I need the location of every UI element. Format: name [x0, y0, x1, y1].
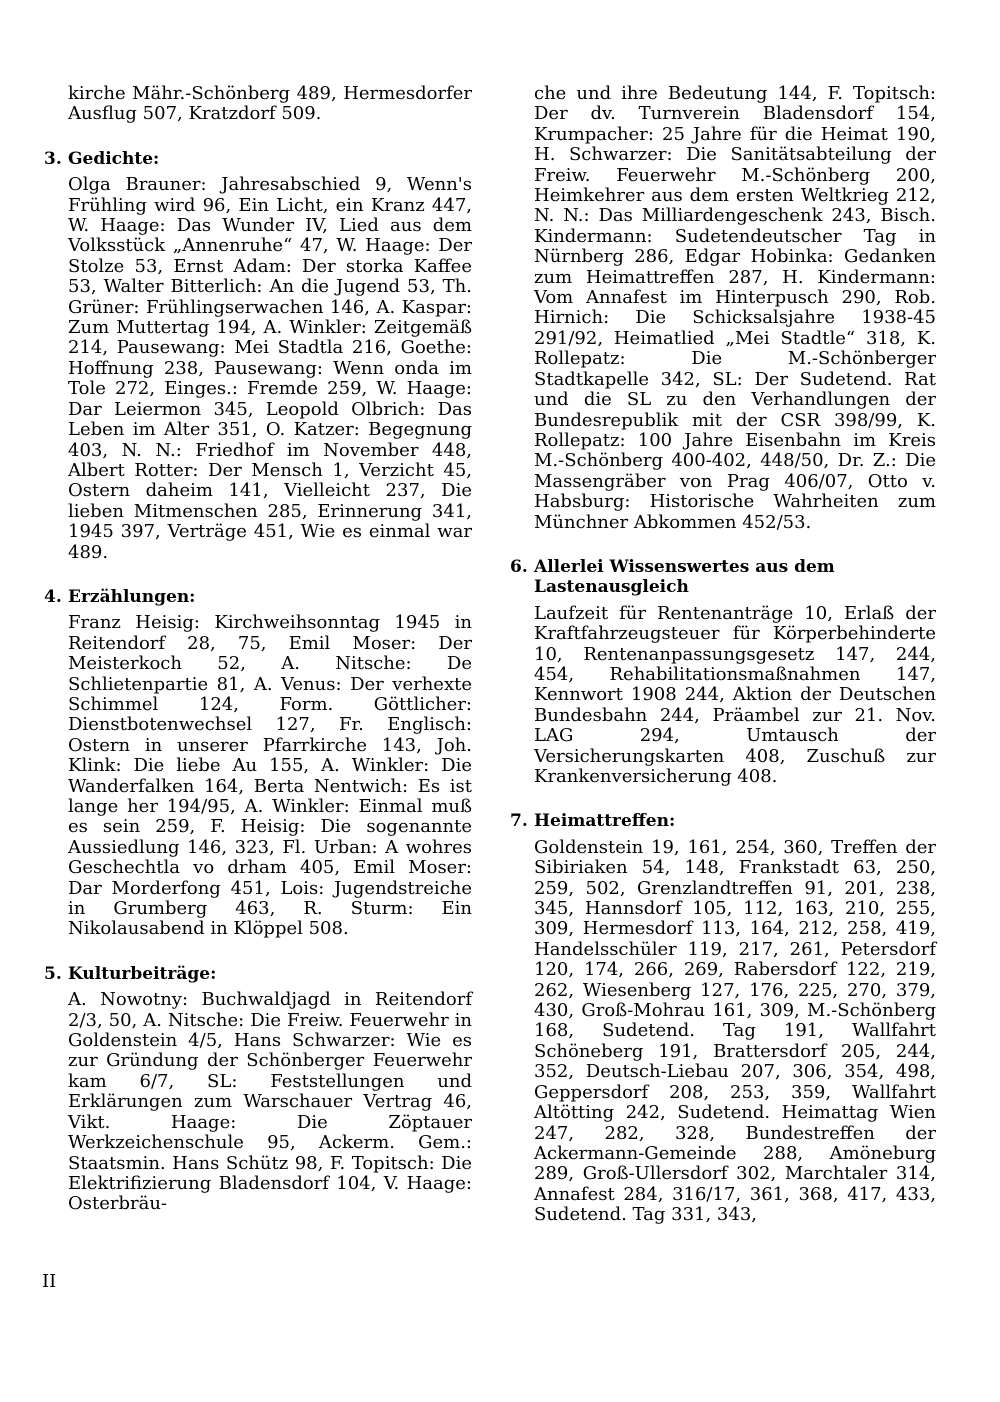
section-heimattreffen	[510, 811, 936, 1225]
section-heading	[510, 811, 936, 831]
section-title: Allerlei Wissenswertes aus dem Lastenausgleich	[534, 556, 835, 598]
section-heading	[44, 964, 472, 984]
section-body: A. Nowotny: Buchwaldjagd in Reitendorf 2/3, 50, A. Nitsche: Die Freiw. Feuerwehr in Goldenstein 4/5, Hans Schwarzer: Wie es zur Gründung der Schönberger Feuerwehr kam 6/7, SL: Feststellungen und Erklärungen zum Warschauer Vertrag 46, Vikt. Haage: Die Zöptauer Werkzeichenschule 95, Ackerm. Gem.: Staatsmin. Hans Schütz 98, F. Topitsch: Die Elektrifizierung Bladensdorf 104, V. Haage: Osterbräu-	[68, 989, 472, 1215]
section-title: Kulturbeiträge:	[68, 963, 217, 984]
section-number: 6.	[510, 556, 528, 577]
section-number: 3.	[44, 148, 62, 169]
continued-text: che und ihre Bedeutung 144, F. Topitsch: Der dv. Turnverein Bladensdorf 154, Krumpacher: 25 Jahre für die Heimat 190, H. Schwarzer: Die Sanitätsabteilung der Freiw. Feuerwehr M.-Schönberg 200, Heimkehrer aus dem ersten Weltkrieg 212, N. N.: Das Milliardengeschenk 243, Bisch. Kindermann: Sudetendeutscher Tag in Nürnberg 286, Edgar Hobinka: Gedanken zum Heimattreffen 287, H. Kindermann: Vom Annafest im Hinterpusch 290, Rob. Hirnich: Die Schicksalsjahre 1938-45 291/92, Heimatlied „Mei Stadtle“ 318, K. Rollepatz: Die M.-Schönberger Stadtkapelle 342, SL: Der Sudetend. Rat und die SL zu den Verhandlungen der Bundesrepublik mit der CSR 398/99, K. Rollepatz: 100 Jahre Eisenbahn im Kreis M.-Schönberg 400-402, 448/50, Dr. Z.: Die Massengräber von Prag 406/07, Otto v. Habsburg: Historische Wahrheiten zum Münchner Abkommen 452/53.	[534, 83, 936, 533]
section-body: Laufzeit für Rentenanträge 10, Erlaß der Kraftfahrzeugsteuer für Körperbehinderte 10, Rentenanpassungsgesetz 147, 244, 454, Rehabilitationsmaßnahmen 147, Kennwort 1908 244, Aktion der Deutschen Bundesbahn 244, Präambel zur 21. Nov. LAG 294, Umtausch der Versicherungskarten 408, Zuschuß zur Krankenversicherung 408.	[534, 602, 936, 787]
continued-text: kirche Mähr.-Schönberg 489, Hermesdorfer Ausflug 507, Kratzdorf 509.	[68, 83, 472, 125]
section-number: 5.	[44, 963, 62, 984]
left-column	[44, 84, 472, 1215]
section-kulturbeitraege	[44, 964, 472, 1215]
section-heading	[44, 149, 472, 169]
section-body: Olga Brauner: Jahresabschied 9, Wenn's Frühling wird 96, Ein Licht, ein Kranz 447, W. Haage: Das Wunder IV, Lied aus dem Volksstück „Annenruhe“ 47, W. Haage: Der Stolze 53, Ernst Adam: Der storka Kaffee 53, Walter Bitterlich: An die Jugend 53, Th. Grüner: Frühlingserwachen 146, A. Kaspar: Zum Muttertag 194, A. Winkler: Zeitgemäß 214, Pausewang: Mei Stadtla 216, Goethe: Hoffnung 238, Pausewang: Wenn onda im Tole 272, Einges.: Fremde 259, W. Haage: Dar Leiermon 345, Leopold Olbrich: Das Leben im Alter 351, O. Katzer: Begegnung 403, N. N.: Friedhof im November 448, Albert Rotter: Der Mensch 1, Verzicht 45, Ostern daheim 141, Vielleicht 237, Die lieben Mitmenschen 285, Erinnerung 341, 1945 397, Verträge 451, Wie es einmal war 489.	[68, 174, 472, 563]
section-title: Erzählungen:	[68, 586, 196, 607]
section-title: Heimattreffen:	[534, 811, 676, 832]
section-gedichte	[44, 149, 472, 563]
section-body: Goldenstein 19, 161, 254, 360, Treffen der Sibiriaken 54, 148, Frankstadt 63, 250, 259, 502, Grenzlandtreffen 91, 201, 238, 345, Hannsdorf 105, 112, 163, 210, 255, 309, Hermesdorf 113, 164, 212, 258, 419, Handelsschüler 119, 217, 261, Petersdorf 120, 174, 266, 269, Rabersdorf 122, 219, 262, Wiesenberg 127, 176, 225, 270, 379, 430, Groß-Mohrau 161, 309, M.-Schönberg 168, Sudetend. Tag 191, Wallfahrt Schöneberg 191, Brattersdorf 205, 244, 352, Deutsch-Liebau 207, 306, 354, 498, Geppersdorf 208, 253, 359, Wallfahrt Altötting 242, Sudetend. Heimattag Wien 247, 282, 328, Bundestreffen der Ackermann-Gemeinde 288, Amöneburg 289, Groß-Ullersdorf 302, Marchtaler 314, Annafest 284, 316/17, 361, 368, 417, 433, Sudetend. Tag 331, 343,	[534, 836, 936, 1226]
section-heading	[44, 587, 472, 607]
page-number: II	[42, 1271, 57, 1292]
section-erzaehlungen	[44, 587, 472, 940]
section-title: Gedichte:	[68, 148, 160, 169]
section-number: 7.	[510, 811, 528, 832]
section-body: Franz Heisig: Kirchweihsonntag 1945 in Reitendorf 28, 75, Emil Moser: Der Meisterkoch 52, A. Nitsche: De Schlietenpartie 81, A. Venus: Der verhexte Schimmel 124, Form. Göttlicher: Dienstbotenwechsel 127, Fr. Englisch: Ostern in unserer Pfarrkirche 143, Joh. Klink: Die liebe Au 155, A. Winkler: Die Wanderfalken 164, Berta Nentwich: Es ist lange her 194/95, A. Winkler: Einmal muß es sein 259, F. Heisig: Die sogenannte Aussiedlung 146, 323, Fl. Urban: A wohres Geschechtla vo drham 405, Emil Moser: Dar Morderfong 451, Lois: Jugendstreiche in Grumberg 463, R. Sturm: Ein Nikolausabend in Klöppel 508.	[68, 612, 472, 940]
section-number: 4.	[44, 586, 62, 607]
right-column	[510, 84, 936, 1226]
section-heading	[510, 557, 936, 598]
section-lastenausgleich	[510, 557, 936, 787]
